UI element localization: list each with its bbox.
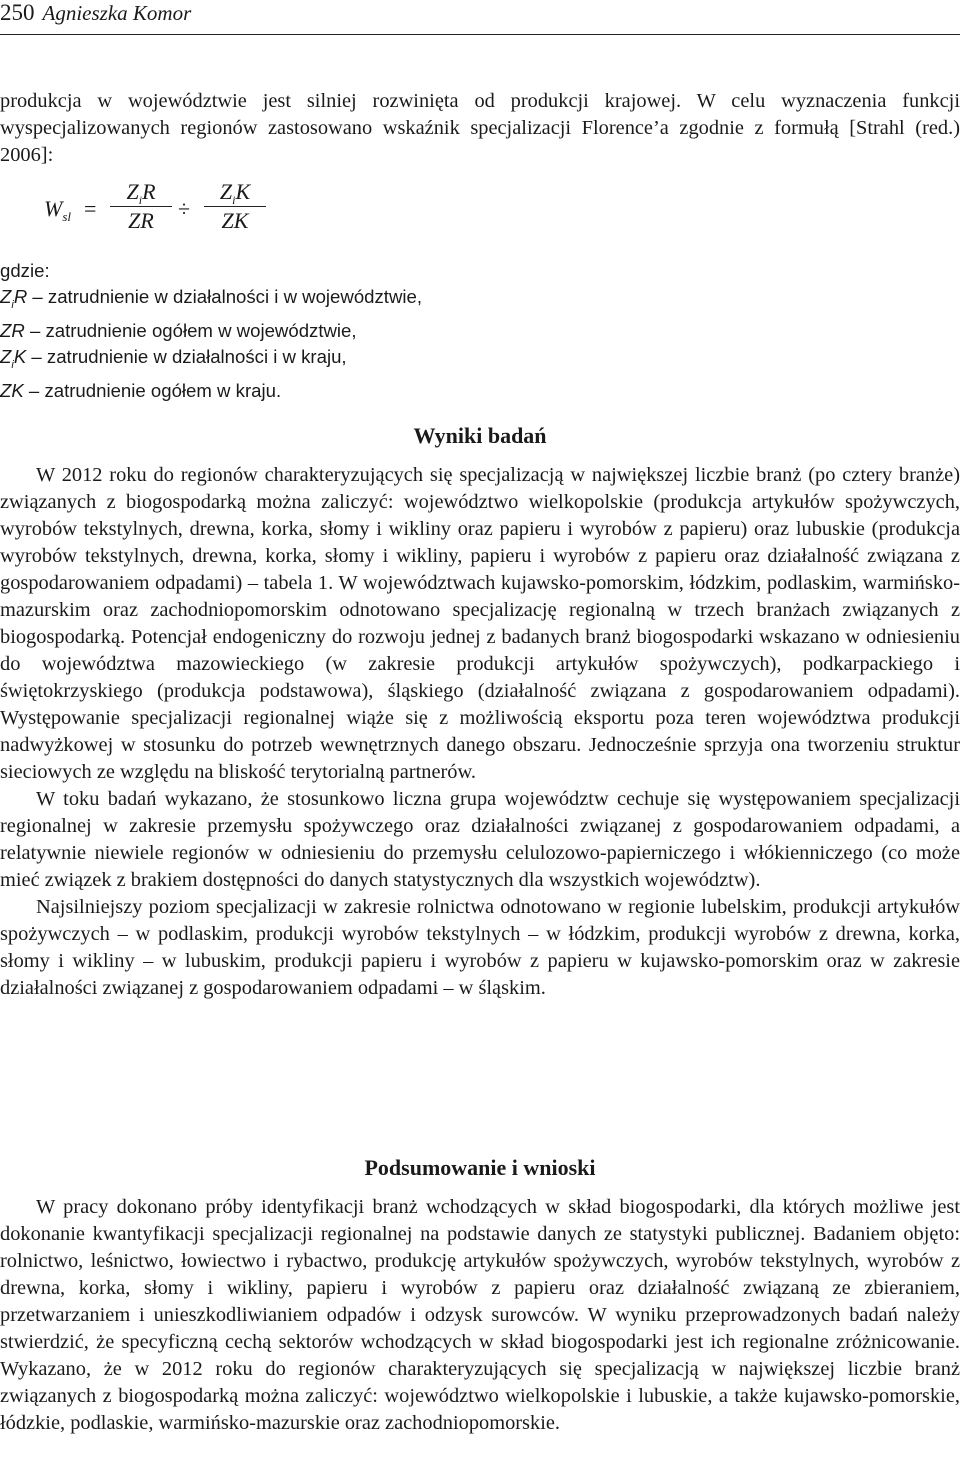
legend-item: $Z_iK$ – zatrudnienie w działalności i w kraju, bbox=[0, 346, 347, 371]
section-title-conclusions: Podsumowanie i wnioski bbox=[364, 1155, 596, 1180]
legend-item: ZK – zatrudnienie ogółem w kraju. bbox=[0, 380, 282, 401]
fraction-denominator: ZK bbox=[221, 208, 249, 233]
formula-legend bbox=[0, 258, 700, 404]
legend-item: $Z_iR$ – zatrudnienie w działalności i w województwie, bbox=[0, 286, 423, 311]
paragraph: W 2012 roku do regionów charakteryzujących się specjalizacją w największej liczbie branż (po cztery branże) związanych z biogospodarką można zaliczyć: województwo wielkopolskie (produkcja artykułów spożywczych, wyrobów tekstylnych, drewna, korka, słomy i wikliny oraz papieru i wyrobów z papieru) oraz lubuskie (produkcja wyrobów tekstylnych, drewna, korka, słomy i wikliny, papieru i wyrobów z papieru oraz działalność związana z gospodarowaniem odpadami) – tabela 1. W województwach kujawsko-pomorskim, łódzkim, podlaskim, warmińsko-mazurskim oraz zachodniopomorskim odnotowano specjalizację regionalną w trzech branżach związanych z biogospodarką. Potencjał endogeniczny do rozwoju jednej z badanych branż biogospodarki wskazano w odniesieniu do województwa mazowieckiego (w zakresie produkcji artykułów spożywczych), podkarpackiego i świętokrzyskiego (produkcja podstawowa), śląskiego (działalność związana z gospodarowaniem odpadami). Występowanie specjalizacji regionalnej wiąże się z możliwością eksportu poza teren województwa produkcji nadwyżkowej w stosunku do potrzeb wewnętrznych danego obszaru. Jednocześnie sprzyja ona tworzeniu struktur sieciowych ze względu na bliskość terytorialną partnerów. bbox=[0, 464, 960, 783]
running-head bbox=[0, 0, 191, 30]
fraction-numerator: $Z_iK$ bbox=[219, 179, 251, 207]
results-body bbox=[0, 462, 960, 1002]
legend-intro: gdzie: bbox=[0, 260, 50, 281]
formula-equals: = bbox=[84, 196, 97, 221]
formula-fraction-regional bbox=[110, 180, 172, 235]
paragraph: W toku badań wykazano, że stosunkowo liczna grupa województw cechuje się występowaniem specjalizacji regionalnej w zakresie przemysłu spożywczego oraz działalności związanej z gospodarowaniem odpadami, a relatywnie niewiele regionów w odniesieniu do przemysłu celulozowo-papierniczego i włókienniczego (co może mieć związek z brakiem dostępności do danych statystycznych dla wszystkich województw). bbox=[0, 788, 960, 891]
page-number: 250 bbox=[0, 0, 35, 25]
formula-divide: ÷ bbox=[178, 196, 191, 221]
section-title-results: Wyniki badań bbox=[413, 423, 547, 448]
intro-paragraph: produkcja w województwie jest silniej rozwinięta od produkcji krajowej. W celu wyznaczenia funkcji wyspecjalizowanych regionów zastosowano wskaźnik specjalizacji Florence’a zgodnie z formułą [Strahl (red.) 2006]: bbox=[0, 90, 960, 166]
paragraph: W pracy dokonano próby identyfikacji branż wchodzących w skład biogospodarki, dla których możliwe jest dokonanie kwantyfikacji specjalizacji regionalnej na podstawie danych ze statystyki publicznej. Badaniem objęto: rolnictwo, leśnictwo, łowiectwo i rybactwo, produkcję artykułów spożywczych, wyrobów tekstylnych, wyrobów z drewna, korka, słomy i wikliny, papieru i wyrobów z papieru oraz działalność związaną ze zbieraniem, przetwarzaniem i unieszkodliwianiem odpadów i odzysk surowców. W wyniku przeprowadzonych badań należy stwierdzić, że specyficzną cechą sektorów wchodzących w skład biogospodarki jest ich regionalne zróżnicowanie. Wykazano, że w 2012 roku do regionów charakteryzujących się specjalizacją w największej liczbie branż związanych z biogospodarką można zaliczyć: województwo wielkopolskie i lubuskie, a także kujawsko-pomorskie, łódzkie, podlaskie, warmińsko-mazurskie oraz zachodniopomorskie. bbox=[0, 1196, 960, 1434]
header-rule bbox=[0, 34, 960, 35]
florence-formula bbox=[44, 176, 344, 246]
conclusions-body bbox=[0, 1194, 960, 1437]
formula-fraction-national bbox=[204, 180, 266, 235]
fraction-numerator: $Z_iR$ bbox=[126, 179, 156, 207]
running-head-author: Agnieszka Komor bbox=[42, 1, 192, 25]
formula-lhs: $W_{sl}$ bbox=[44, 196, 71, 224]
paragraph: Najsilniejszy poziom specjalizacji w zakresie rolnictwa odnotowano w regionie lubelskim, produkcji artykułów spożywczych – w podlaskim, produkcji wyrobów tekstylnych – w łódzkim, produkcji wyrobów z drewna, korka, słomy i wikliny – w lubuskim, produkcji papieru i wyrobów z papieru w kujawsko-pomorskim oraz w zakresie działalności związanej z gospodarowaniem odpadami – w śląskim. bbox=[0, 896, 960, 999]
legend-item: ZR – zatrudnienie ogółem w województwie, bbox=[0, 320, 357, 341]
fraction-denominator: ZR bbox=[128, 208, 154, 233]
